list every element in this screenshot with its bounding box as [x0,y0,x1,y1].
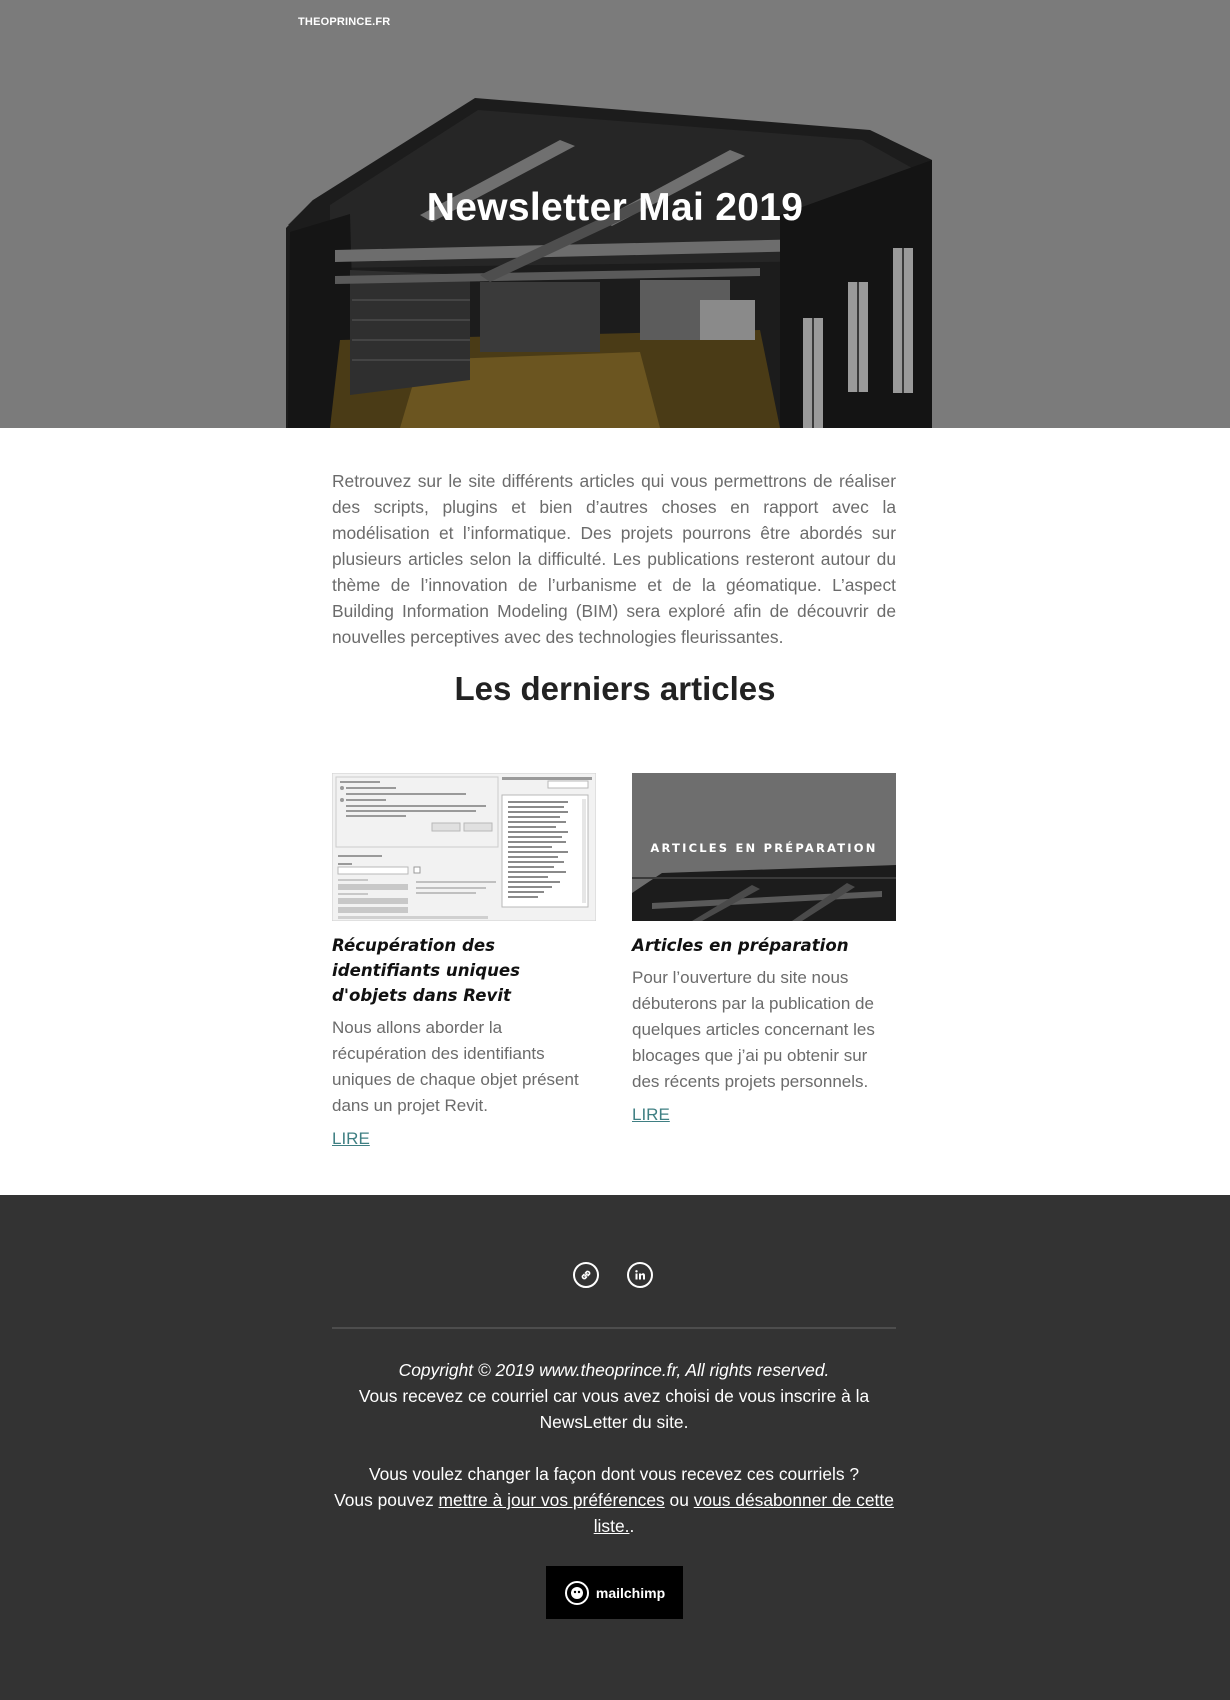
change-question: Vous voulez changer la façon dont vous recevez ces courriels ? [368,1464,860,1484]
unsubscribe-link[interactable]: vous désabonner de cette liste. [593,1490,894,1536]
subscription-reason: Vous recevez ce courriel car vous avez choisi de vous inscrire à la NewsLetter du site. [358,1386,870,1432]
read-link[interactable]: LIRE [332,1129,370,1148]
footer-divider [332,1327,896,1329]
update-preferences-link[interactable]: mettre à jour vos préférences [438,1490,665,1510]
thumbnail-caption: ARTICLES EN PRÉPARATION [650,841,878,855]
link-icon[interactable] [573,1262,599,1288]
article-title[interactable]: Articles en préparation [632,936,849,955]
preferences-line: Vous pouvez mettre à jour vos préférences ou vous désabonner de cette liste.. [334,1490,894,1536]
linkedin-icon[interactable] [627,1262,653,1288]
read-link[interactable]: LIRE [632,1105,670,1124]
mailchimp-badge[interactable] [546,1566,683,1619]
article-excerpt: Pour l’ouverture du site nous débuterons par la publication de quelques articles concernant les blocages que j’ai pu obtenir sur des récents projets personnels. [632,968,875,1091]
article-card [632,773,896,1125]
intro-text: Retrouvez sur le site différents articles qui vous permettrons de réaliser des scripts, plugins et bien d’autres choses en rapport avec la modélisation et l’informatique. Des projets pourrons être abordés sur plusieurs articles selon la difficulté. Les publications resteront autour du thème de l’innovation de l’urbanisme et de la géomatique. L’aspect Building Information Modeling (BIM) sera exploré afin de découvrir de nouvelles perceptives avec des technologies fleurissantes. [332,471,896,647]
brand-name[interactable]: THEOPRINCE.FR [298,16,391,28]
article-excerpt: Nous allons aborder la récupération des identifiants uniques de chaque objet présent dans un projet Revit. [332,1018,579,1115]
revit-dialog-thumbnail[interactable] [332,773,596,921]
newsletter-title: Newsletter Mai 2019 [426,186,804,229]
article-title[interactable]: Récupération des identifiants uniques d'objets dans Revit [332,936,521,1005]
footer-text [332,1357,896,1539]
articles-preparation-thumbnail[interactable] [632,773,896,921]
mailchimp-label: mailchimp [595,1584,666,1601]
articles-heading: Les derniers articles [454,670,776,707]
hero-banner [0,0,1230,428]
copyright-text: Copyright © 2019 www.theoprince.fr, All rights reserved. [398,1360,830,1380]
mailchimp-logo-icon [564,1580,590,1606]
footer [0,1195,1230,1700]
article-card [332,773,596,1149]
